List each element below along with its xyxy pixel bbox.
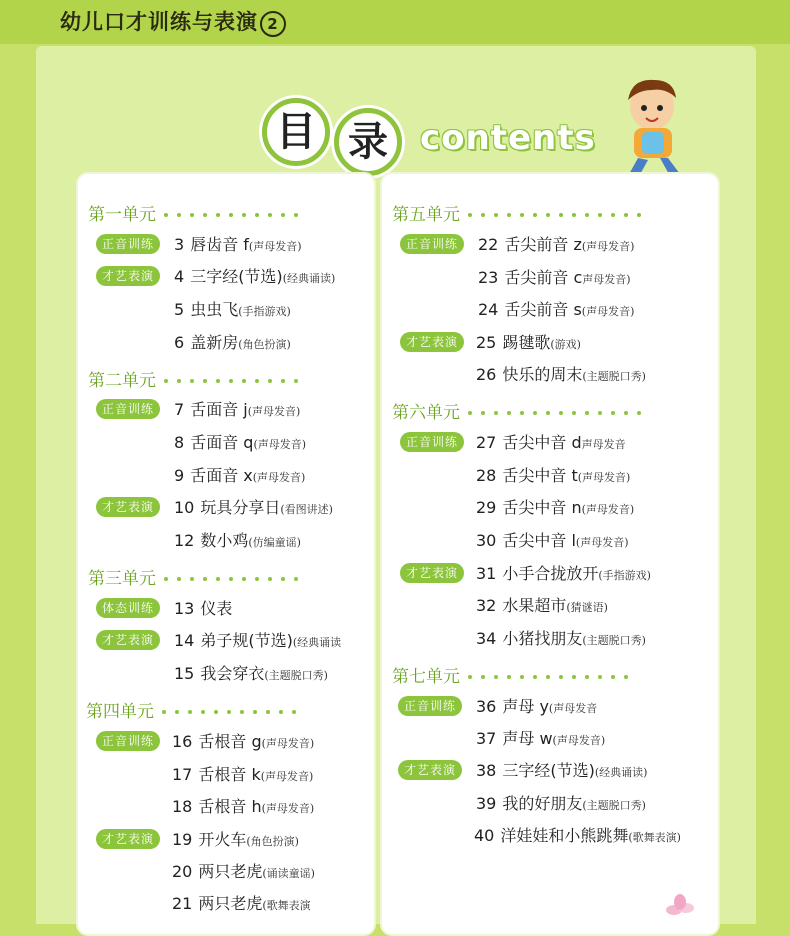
lesson-note: (声母发音) bbox=[581, 305, 635, 318]
lesson-note: (游戏) bbox=[550, 338, 581, 351]
title-char-mu: 目 bbox=[262, 98, 330, 166]
category-tag: 正音训练 bbox=[398, 696, 462, 716]
page-number: 13 bbox=[174, 599, 195, 618]
unit-heading bbox=[88, 200, 307, 225]
category-tag: 才艺表演 bbox=[96, 630, 160, 650]
category-tag: 才艺表演 bbox=[400, 332, 464, 352]
page-number: 19 bbox=[172, 830, 193, 849]
flower-decoration bbox=[660, 890, 700, 920]
dotted-leader bbox=[164, 569, 307, 589]
lesson-note: (手指游戏) bbox=[598, 569, 651, 582]
lesson-note: (角色扮演) bbox=[238, 338, 291, 351]
lesson-note: (手指游戏) bbox=[238, 305, 291, 318]
page-number: 28 bbox=[476, 466, 497, 485]
category-tag: 才艺表演 bbox=[400, 563, 464, 583]
page-number: 10 bbox=[174, 498, 195, 517]
unit-heading bbox=[392, 200, 650, 225]
lesson-note: (经典诵读 bbox=[292, 636, 342, 649]
unit-title: 第三单元 bbox=[88, 569, 156, 589]
page-number: 32 bbox=[476, 596, 497, 615]
page-number: 6 bbox=[174, 333, 185, 352]
lesson-note: (声母发音) bbox=[260, 770, 314, 783]
page-number: 38 bbox=[476, 761, 497, 780]
lesson-note: (声母发音) bbox=[581, 240, 635, 253]
lesson-note: (声母发音 bbox=[548, 702, 598, 715]
dotted-leader bbox=[468, 403, 650, 423]
lesson-title: 我的好朋友 bbox=[502, 794, 583, 813]
dotted-leader bbox=[468, 667, 637, 687]
category-tag: 正音训练 bbox=[96, 731, 160, 751]
page-number: 31 bbox=[476, 564, 497, 583]
page-number: 39 bbox=[476, 794, 497, 813]
lesson-note: (角色扮演) bbox=[246, 835, 299, 848]
page-number: 9 bbox=[174, 466, 185, 485]
dotted-leader bbox=[164, 371, 307, 391]
category-tag: 才艺表演 bbox=[96, 829, 160, 849]
lesson-note: (声母发音) bbox=[253, 438, 307, 451]
page-number: 3 bbox=[174, 235, 185, 254]
page-number: 37 bbox=[476, 729, 497, 748]
lesson-title: 小手合拢放开 bbox=[502, 564, 599, 583]
lesson-note: (声母发音) bbox=[577, 471, 631, 484]
unit-heading bbox=[392, 662, 637, 687]
category-tag: 正音训练 bbox=[400, 432, 464, 452]
lesson-note: (经典诵读) bbox=[594, 766, 648, 779]
lesson-title: 舌尖中音 t bbox=[502, 466, 578, 485]
lesson-title: 两只老虎 bbox=[198, 862, 263, 881]
page-number: 15 bbox=[174, 664, 195, 683]
lesson-title: 舌根音 g bbox=[198, 732, 262, 751]
page-number: 18 bbox=[172, 797, 193, 816]
lesson-note: (声母发音) bbox=[261, 737, 315, 750]
page-number: 27 bbox=[476, 433, 497, 452]
lesson-title: 踢毽歌 bbox=[502, 333, 551, 352]
unit-title: 第四单元 bbox=[86, 702, 154, 722]
lesson-note: (主题脱口秀) bbox=[582, 634, 646, 647]
page-number: 12 bbox=[174, 531, 195, 550]
lesson-title: 舌尖前音 c bbox=[504, 268, 583, 287]
lesson-note: (声母发音) bbox=[552, 734, 606, 747]
category-tag: 才艺表演 bbox=[398, 760, 462, 780]
lesson-title: 三字经(节选) bbox=[502, 761, 595, 780]
volume-number: 2 bbox=[260, 11, 286, 37]
lesson-note: 声母发音 bbox=[581, 438, 626, 451]
page-number: 5 bbox=[174, 300, 185, 319]
unit-title: 第二单元 bbox=[88, 371, 156, 391]
lesson-title: 小猪找朋友 bbox=[502, 629, 583, 648]
lesson-note: 声母发音) bbox=[582, 273, 631, 286]
page-number: 16 bbox=[172, 732, 193, 751]
page-number: 21 bbox=[172, 894, 193, 913]
unit-title: 第七单元 bbox=[392, 667, 460, 687]
page-number: 23 bbox=[478, 268, 499, 287]
boy-illustration bbox=[608, 72, 698, 182]
category-tag: 体态训练 bbox=[96, 598, 160, 618]
unit-heading bbox=[86, 697, 305, 722]
lesson-note: (声母发音) bbox=[261, 802, 315, 815]
lesson-title: 盖新房 bbox=[190, 333, 239, 352]
lesson-title: 声母 y bbox=[502, 697, 549, 716]
lesson-note: (声母发音) bbox=[247, 405, 301, 418]
lesson-title: 舌尖中音 l bbox=[502, 531, 576, 550]
category-tag: 才艺表演 bbox=[96, 497, 160, 517]
lesson-title: 虫虫飞 bbox=[190, 300, 239, 319]
lesson-title: 洋娃娃和小熊跳舞 bbox=[500, 826, 629, 845]
lesson-title: 舌根音 k bbox=[198, 765, 261, 784]
page-number: 36 bbox=[476, 697, 497, 716]
lesson-title: 三字经(节选) bbox=[190, 267, 283, 286]
title-char-lu: 录 bbox=[334, 108, 402, 176]
lesson-title: 唇齿音 f bbox=[190, 235, 249, 254]
lesson-title: 舌面音 q bbox=[190, 433, 254, 452]
lesson-title: 声母 w bbox=[502, 729, 553, 748]
unit-heading bbox=[88, 564, 307, 589]
page-number: 26 bbox=[476, 365, 497, 384]
lesson-note: (主题脱口秀) bbox=[582, 799, 646, 812]
lesson-note: (诵读童谣) bbox=[262, 867, 315, 880]
page-number: 20 bbox=[172, 862, 193, 881]
lesson-note: (声母发音) bbox=[252, 471, 306, 484]
unit-heading bbox=[392, 398, 650, 423]
page-number: 4 bbox=[174, 267, 185, 286]
lesson-title: 舌根音 h bbox=[198, 797, 262, 816]
page-number: 30 bbox=[476, 531, 497, 550]
lesson-title: 我会穿衣 bbox=[200, 664, 265, 683]
lesson-title: 两只老虎 bbox=[198, 894, 263, 913]
dotted-leader bbox=[164, 205, 307, 225]
lesson-note: (声母发音) bbox=[248, 240, 302, 253]
lesson-title: 舌尖前音 z bbox=[504, 235, 582, 254]
book-title-text: 幼儿口才训练与表演 bbox=[60, 10, 258, 34]
page-number: 25 bbox=[476, 333, 497, 352]
page-number: 8 bbox=[174, 433, 185, 452]
lesson-note: (猜谜语) bbox=[566, 601, 608, 614]
page-number: 40 bbox=[474, 826, 495, 845]
lesson-note: (声母发音) bbox=[575, 536, 629, 549]
category-tag: 正音训练 bbox=[96, 234, 160, 254]
lesson-title: 舌面音 x bbox=[190, 466, 253, 485]
lesson-note: (看图讲述) bbox=[280, 503, 333, 516]
page-header bbox=[0, 0, 790, 44]
lesson-note: (经典诵读) bbox=[282, 272, 336, 285]
lesson-note: (仿编童谣) bbox=[248, 536, 301, 549]
lesson-title: 水果超市 bbox=[502, 596, 567, 615]
lesson-title: 舌尖中音 n bbox=[502, 498, 582, 517]
lesson-title: 舌尖中音 d bbox=[502, 433, 582, 452]
unit-title: 第六单元 bbox=[392, 403, 460, 423]
book-title bbox=[60, 6, 286, 37]
category-tag: 才艺表演 bbox=[96, 266, 160, 286]
page-number: 24 bbox=[478, 300, 499, 319]
lesson-title: 仪表 bbox=[200, 599, 233, 618]
dotted-leader bbox=[162, 702, 305, 722]
lesson-title: 开火车 bbox=[198, 830, 247, 849]
page-number: 29 bbox=[476, 498, 497, 517]
dotted-leader bbox=[468, 205, 650, 225]
lesson-title: 数小鸡 bbox=[200, 531, 249, 550]
lesson-note: (主题脱口秀) bbox=[264, 669, 328, 682]
contents-word: contents bbox=[420, 118, 596, 158]
page-number: 17 bbox=[172, 765, 193, 784]
category-tag: 正音训练 bbox=[400, 234, 464, 254]
category-tag: 正音训练 bbox=[96, 399, 160, 419]
lesson-note: (主题脱口秀) bbox=[582, 370, 646, 383]
page-number: 22 bbox=[478, 235, 499, 254]
page-number: 34 bbox=[476, 629, 497, 648]
lesson-note: (声母发音) bbox=[581, 503, 635, 516]
lesson-note: (歌舞表演 bbox=[262, 899, 311, 912]
lesson-title: 舌尖前音 s bbox=[504, 300, 582, 319]
unit-title: 第五单元 bbox=[392, 205, 460, 225]
unit-heading bbox=[88, 366, 307, 391]
page-number: 7 bbox=[174, 400, 185, 419]
lesson-title: 快乐的周末 bbox=[502, 365, 583, 384]
lesson-title: 舌面音 j bbox=[190, 400, 248, 419]
lesson-title: 弟子规(节选) bbox=[200, 631, 293, 650]
lesson-title: 玩具分享日 bbox=[200, 498, 281, 517]
unit-title: 第一单元 bbox=[88, 205, 156, 225]
page-number: 14 bbox=[174, 631, 195, 650]
lesson-note: (歌舞表演) bbox=[628, 831, 681, 844]
